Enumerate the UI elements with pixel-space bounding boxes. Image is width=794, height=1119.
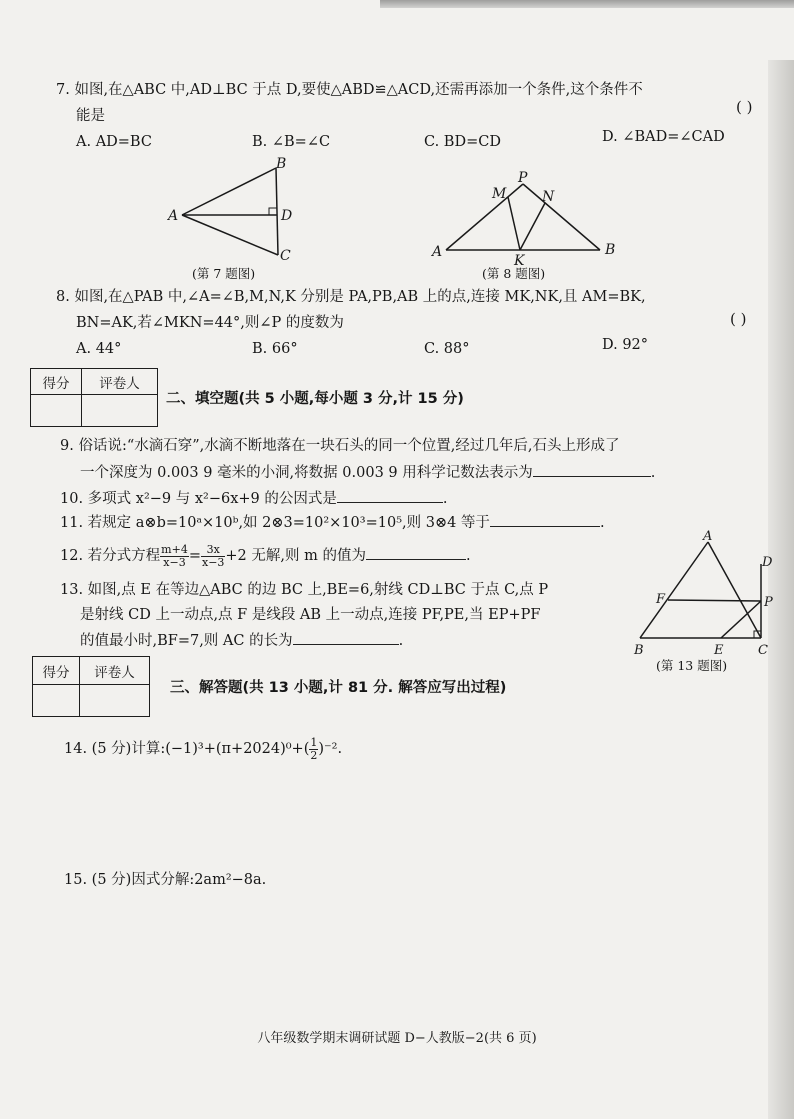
q8-option-a: A. 44° — [76, 341, 122, 357]
q13-line2: 是射线 CD 上一动点,点 F 是线段 AB 上一动点,连接 PF,PE,当 EP+PF — [80, 607, 541, 623]
q13-label-c: C — [758, 643, 768, 658]
q8-segment-pb — [523, 184, 600, 250]
q12-fraction-left — [160, 544, 189, 569]
q11-end: . — [599, 515, 605, 531]
grader-label: 评卷人 — [82, 369, 158, 395]
q12-frac1-den: x−3 — [163, 555, 186, 569]
q15-line: 15. (5 分)因式分解:2am²−8a. — [64, 872, 267, 888]
q7-figure — [160, 152, 310, 274]
q10-text: 10. 多项式 x²−9 与 x²−6x+9 的公因式是 — [60, 491, 337, 507]
q7-label-c: C — [280, 248, 291, 264]
q13-segment-ac — [708, 542, 761, 638]
q13-label-f: F — [656, 592, 666, 607]
q7-segment-ab — [182, 168, 276, 215]
q7-figure-caption: (第 7 题图) — [192, 266, 256, 281]
q12-equals: = — [188, 548, 201, 564]
q14-text-pre: 14. (5 分)计算:(−1)³+(π+2024)⁰+( — [64, 741, 310, 757]
q14-frac-den: 2 — [310, 748, 318, 762]
q11-text: 11. 若规定 a⊗b=10ᵃ×10ᵇ,如 2⊗3=10²×10³=10⁵,则 3⊗4 等于 — [60, 515, 490, 531]
section3-title: 三、解答题(共 13 小题,计 81 分. 解答应写出过程) — [170, 680, 507, 696]
grader-cell[interactable] — [80, 685, 150, 717]
q9-line1: 9. 俗话说:“水滴石穿”,水滴不断地落在一块石头的同一个位置,经过几年后,石头上形成了 — [60, 438, 620, 454]
q7-option-a: A. AD=BC — [76, 134, 152, 150]
grader-label: 评卷人 — [80, 657, 150, 685]
section2-title: 二、填空题(共 5 小题,每小题 3 分,计 15 分) — [166, 391, 464, 407]
q10-answer-blank[interactable] — [337, 488, 443, 503]
q13-label-b: B — [634, 643, 644, 658]
q13-segment-pf — [668, 600, 761, 601]
q12-frac1-num: m+4 — [161, 542, 188, 556]
q12-frac2-den: x−3 — [201, 555, 225, 569]
score-box-section3 — [32, 656, 150, 717]
q9-end: . — [650, 465, 656, 481]
q13-label-a: A — [703, 529, 713, 544]
q12-frac2-num: 3x — [201, 544, 225, 557]
q7-option-c: C. BD=CD — [424, 134, 501, 150]
q8-label-n: N — [542, 189, 555, 205]
q9-line2 — [80, 462, 655, 483]
score-cell[interactable] — [31, 395, 82, 427]
q13-line1: 13. 如图,点 E 在等边△ABC 的边 BC 上,BE=6,射线 CD⊥BC 于点 C,点 P — [60, 582, 549, 598]
q14-text-post: )⁻². — [318, 741, 343, 757]
q8-label-m: M — [492, 186, 507, 202]
q8-answer-paren: ( ) — [730, 310, 747, 328]
q10-line — [60, 488, 448, 509]
q9-line2-text: 一个深度为 0.003 9 毫米的小洞,将数据 0.003 9 用科学记数法表示为 — [80, 465, 533, 481]
q7-segment-bc — [276, 168, 278, 255]
q8-line1: 8. 如图,在△PAB 中,∠A=∠B,M,N,K 分别是 PA,PB,AB 上的点,连接 MK,NK,且 AM=BK, — [56, 289, 646, 305]
scan-top-shadow — [380, 0, 794, 8]
q13-line3 — [80, 630, 403, 651]
q8-label-b: B — [605, 242, 616, 258]
q7-label-a: A — [168, 208, 179, 224]
q8-option-b: B. 66° — [252, 341, 298, 357]
q11-answer-blank[interactable] — [490, 512, 600, 527]
page-footer: 八年级数学期末调研试题 D−人教版−2(共 6 页) — [257, 1031, 537, 1046]
score-cell[interactable] — [33, 685, 80, 717]
q12-end: . — [465, 548, 471, 564]
q7-option-b: B. ∠B=∠C — [252, 134, 331, 150]
q12-line — [60, 542, 471, 570]
q7-segment-ac — [182, 215, 278, 255]
q7-label-b: B — [276, 156, 287, 172]
q8-segment-nk — [520, 203, 545, 250]
q14-line — [64, 734, 342, 764]
q8-option-d: D. 92° — [602, 337, 649, 353]
q8-label-p: P — [518, 170, 528, 186]
q12-answer-blank[interactable] — [366, 545, 466, 560]
q7-answer-paren: ( ) — [736, 98, 753, 116]
score-box-section2 — [30, 368, 158, 427]
q7-option-d: D. ∠BAD=∠CAD — [602, 129, 725, 145]
q13-label-e: E — [714, 643, 724, 658]
q8-option-c: C. 88° — [424, 341, 470, 357]
q13-answer-blank[interactable] — [293, 630, 399, 645]
q9-answer-blank[interactable] — [533, 462, 651, 477]
q10-end: . — [442, 491, 448, 507]
q8-figure — [428, 168, 628, 266]
q13-label-p: P — [764, 595, 773, 610]
q8-figure-caption: (第 8 题图) — [482, 266, 546, 281]
q8-label-k: K — [514, 253, 525, 266]
q13-end: . — [398, 633, 404, 649]
q8-line2: BN=AK,若∠MKN=44°,则∠P 的度数为 — [76, 315, 344, 331]
q7-line1: 7. 如图,在△ABC 中,AD⊥BC 于点 D,要使△ABD≌△ACD,还需再添加一个条件,这个条件不 — [56, 82, 643, 98]
q7-label-d: D — [281, 208, 293, 224]
q13-segment-pe — [721, 601, 761, 638]
grader-cell[interactable] — [82, 395, 158, 427]
score-label: 得分 — [33, 657, 80, 685]
q12-fraction-right — [201, 544, 225, 569]
q13-line3-text: 的值最小时,BF=7,则 AC 的长为 — [80, 633, 293, 649]
q14-frac-num: 1 — [310, 735, 318, 749]
q13-label-d: D — [762, 555, 773, 570]
q12-text-pre: 12. 若分式方程 — [60, 548, 161, 564]
q13-figure-caption: (第 13 题图) — [656, 658, 728, 673]
q13-segment-ab — [640, 542, 708, 638]
q8-segment-mk — [508, 197, 520, 250]
q8-label-a: A — [432, 244, 443, 260]
q7-line2: 能是 — [76, 108, 105, 124]
q8-segment-pa — [446, 184, 523, 250]
q12-text-post: +2 无解,则 m 的值为 — [225, 548, 366, 564]
q7-right-angle-mark — [269, 208, 277, 215]
score-label: 得分 — [31, 369, 82, 395]
q11-line — [60, 512, 605, 533]
q13-figure — [628, 528, 778, 660]
